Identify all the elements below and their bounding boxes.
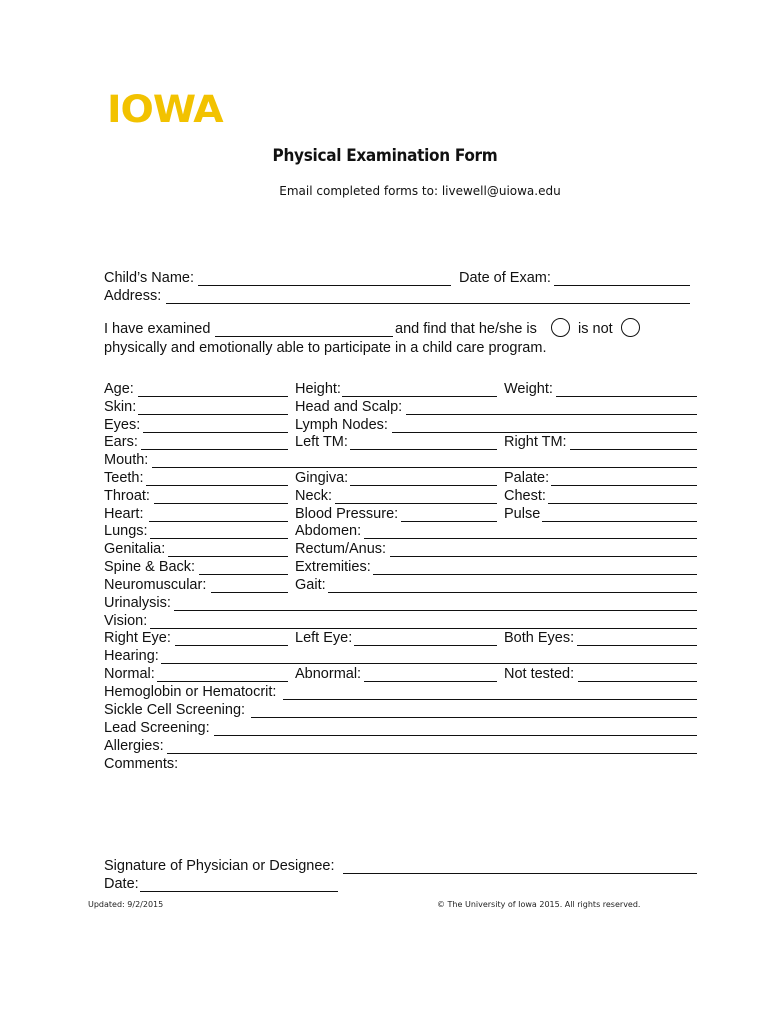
- age-field[interactable]: [138, 396, 288, 397]
- age-label: Age:: [104, 381, 134, 397]
- lungs-field[interactable]: [150, 538, 288, 539]
- sickle-cell-label: Sickle Cell Screening:: [104, 702, 246, 718]
- mouth-label: Mouth:: [104, 452, 149, 468]
- gait-label: Gait:: [295, 577, 326, 593]
- date-of-exam-label: Date of Exam:: [459, 270, 551, 286]
- lead-screening-label: Lead Screening:: [104, 720, 210, 736]
- left-eye-label: Left Eye:: [295, 630, 353, 646]
- mouth-field[interactable]: [152, 467, 697, 468]
- skin-label: Skin:: [104, 399, 137, 415]
- blood-pressure-label: Blood Pressure:: [295, 506, 399, 522]
- height-field[interactable]: [342, 396, 497, 397]
- allergies-field[interactable]: [167, 753, 697, 754]
- throat-field[interactable]: [154, 503, 288, 504]
- teeth-field[interactable]: [146, 485, 288, 486]
- eyes-field[interactable]: [143, 432, 288, 433]
- left-eye-field[interactable]: [354, 645, 497, 646]
- weight-field[interactable]: [556, 396, 697, 397]
- abdomen-field[interactable]: [364, 538, 697, 539]
- left-tm-field[interactable]: [350, 449, 497, 450]
- neuromuscular-label: Neuromuscular:: [104, 577, 207, 593]
- heart-label: Heart:: [104, 506, 144, 522]
- urinalysis-label: Urinalysis:: [104, 595, 171, 611]
- signature-date-label: Date:: [104, 876, 139, 892]
- lymph-nodes-field[interactable]: [392, 432, 697, 433]
- extremities-field[interactable]: [373, 574, 697, 575]
- teeth-label: Teeth:: [104, 470, 144, 486]
- pulse-label: Pulse: [504, 506, 541, 522]
- email-instruction: Email completed forms to: livewell@uiowa.edu: [279, 184, 561, 198]
- find-label: and find that he/she is: [395, 321, 537, 337]
- spine-back-field[interactable]: [199, 574, 288, 575]
- gingiva-field[interactable]: [350, 485, 497, 486]
- palate-label: Palate:: [504, 470, 550, 486]
- heart-field[interactable]: [149, 521, 288, 522]
- pulse-field[interactable]: [542, 521, 697, 522]
- comments-area[interactable]: [104, 776, 697, 852]
- rectum-anus-field[interactable]: [390, 556, 697, 557]
- throat-label: Throat:: [104, 488, 150, 504]
- abnormal-field[interactable]: [364, 681, 497, 682]
- hearing-label: Hearing:: [104, 648, 159, 664]
- extremities-label: Extremities:: [295, 559, 371, 575]
- neuromuscular-field[interactable]: [211, 592, 288, 593]
- lymph-nodes-label: Lymph Nodes:: [295, 417, 388, 433]
- date-of-exam-field[interactable]: [554, 285, 690, 286]
- gingiva-label: Gingiva:: [295, 470, 349, 486]
- child-name-label: Child’s Name:: [104, 270, 194, 286]
- is-radio[interactable]: [551, 318, 570, 337]
- lead-screening-field[interactable]: [214, 735, 697, 736]
- hemoglobin-label: Hemoglobin or Hematocrit:: [104, 684, 277, 700]
- skin-field[interactable]: [138, 414, 288, 415]
- hearing-field[interactable]: [161, 663, 697, 664]
- examined-label: I have examined: [104, 321, 211, 337]
- allergies-label: Allergies:: [104, 738, 164, 754]
- signature-label: Signature of Physician or Designee:: [104, 858, 335, 874]
- rectum-anus-label: Rectum/Anus:: [295, 541, 387, 557]
- right-eye-label: Right Eye:: [104, 630, 171, 646]
- chest-label: Chest:: [504, 488, 546, 504]
- abnormal-label: Abnormal:: [295, 666, 362, 682]
- vision-field[interactable]: [150, 628, 697, 629]
- urinalysis-field[interactable]: [174, 610, 697, 611]
- head-scalp-label: Head and Scalp:: [295, 399, 403, 415]
- statement-second-line: physically and emotionally able to participate in a child care program.: [104, 340, 547, 356]
- palate-field[interactable]: [551, 485, 697, 486]
- both-eyes-label: Both Eyes:: [504, 630, 575, 646]
- left-tm-label: Left TM:: [295, 434, 348, 450]
- neck-label: Neck:: [295, 488, 333, 504]
- signature-date-field[interactable]: [140, 891, 338, 892]
- iowa-logo: IOWA: [107, 88, 223, 131]
- signature-field[interactable]: [343, 873, 697, 874]
- updated-date: Updated: 9/2/2015: [88, 900, 164, 909]
- genitalia-label: Genitalia:: [104, 541, 166, 557]
- comments-label: Comments:: [104, 756, 179, 772]
- both-eyes-field[interactable]: [577, 645, 697, 646]
- examined-child-field[interactable]: [215, 336, 393, 337]
- height-label: Height:: [295, 381, 341, 397]
- is-not-radio[interactable]: [621, 318, 640, 337]
- blood-pressure-field[interactable]: [401, 521, 497, 522]
- not-tested-field[interactable]: [578, 681, 697, 682]
- spine-back-label: Spine & Back:: [104, 559, 196, 575]
- chest-field[interactable]: [548, 503, 697, 504]
- child-name-field[interactable]: [198, 285, 451, 286]
- lungs-label: Lungs:: [104, 523, 148, 539]
- neck-field[interactable]: [335, 503, 497, 504]
- abdomen-label: Abdomen:: [295, 523, 362, 539]
- sickle-cell-field[interactable]: [251, 717, 697, 718]
- hemoglobin-field[interactable]: [283, 699, 697, 700]
- right-tm-label: Right TM:: [504, 434, 567, 450]
- right-tm-field[interactable]: [570, 449, 697, 450]
- form-title: Physical Examination Form: [272, 146, 498, 166]
- genitalia-field[interactable]: [168, 556, 288, 557]
- weight-label: Weight:: [504, 381, 553, 397]
- normal-label: Normal:: [104, 666, 155, 682]
- right-eye-field[interactable]: [175, 645, 288, 646]
- address-field[interactable]: [166, 303, 690, 304]
- gait-field[interactable]: [328, 592, 697, 593]
- ears-label: Ears:: [104, 434, 138, 450]
- normal-field[interactable]: [157, 681, 288, 682]
- ears-field[interactable]: [141, 449, 288, 450]
- not-tested-label: Not tested:: [504, 666, 575, 682]
- copyright: © The University of Iowa 2015. All rights reserved.: [437, 900, 641, 909]
- vision-label: Vision:: [104, 613, 148, 629]
- is-not-label: is not: [578, 321, 613, 337]
- address-label: Address:: [104, 288, 162, 304]
- eyes-label: Eyes:: [104, 417, 141, 433]
- head-scalp-field[interactable]: [406, 414, 697, 415]
